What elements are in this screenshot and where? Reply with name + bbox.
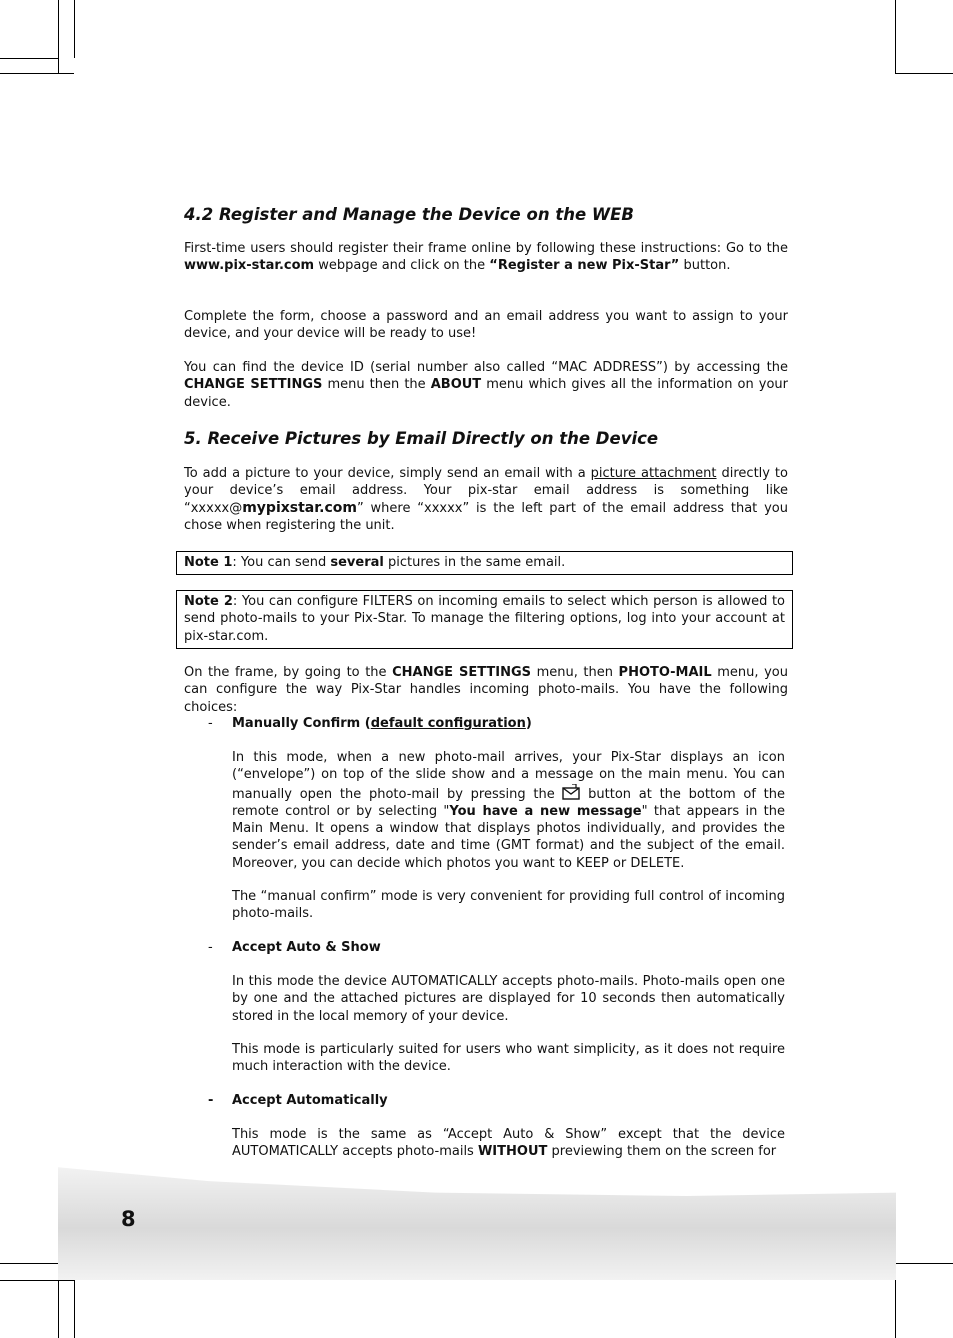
crop-mark [895,73,953,74]
text: You can find the device ID (serial number also called “MAC ADDRESS”) by accessing the [184,360,788,375]
crop-mark [58,0,59,74]
list-dash: - [208,940,213,955]
note-label: Note 1 [184,555,233,570]
list-dash: - [208,716,213,731]
option-title-accept-auto-show: Accept Auto & Show [232,940,381,955]
new-message-label: You have a new message [449,803,642,819]
paragraph-photo-mail-settings [184,664,788,716]
crop-mark [74,0,75,58]
text: menu, you can configure the way Pix-Star handles incoming photo-mails. You have the following choices: [184,665,788,715]
paragraph-send-picture [184,465,788,534]
menu-name: ABOUT [430,377,482,393]
paragraph-complete-form: Complete the form, choose a password and an email address you want to assign to your device, and your device will be ready to use! [184,309,788,342]
option-title-accept-automatically: Accept Automatically [232,1093,388,1108]
text: webpage and click on the [314,258,490,274]
list-dash: - [208,1093,214,1108]
section-heading-5: 5. Receive Pictures by Email Directly on the Device [184,429,659,448]
note-2-box [176,590,793,649]
menu-name: CHANGE SETTINGS [392,665,531,680]
email-domain: mypixstar.com [242,499,357,516]
footer-band [58,1165,896,1280]
crop-mark [0,58,58,59]
text: This mode is the same as “Accept Auto & Show” except that the device AUTOMATICALLY accepts photo-mails [232,1127,785,1160]
text: menu then the [322,377,431,393]
option-title-manually-confirm [232,715,532,732]
paragraph-accept-automatically [232,1126,785,1161]
text: previewing them on the screen for [547,1144,777,1160]
text: directly to your device’s email address. Your pix-star email address is something like “xxxxx@ [184,466,788,516]
crop-mark [0,73,74,74]
text: First-time users should register their frame online by following these instructions: Go to the [184,241,788,256]
text: Manually Confirm ( [232,716,371,731]
text: menu which gives all the information on your device. [184,377,789,410]
text: menu, then [531,665,619,680]
page-number: 8 [121,1207,136,1231]
text: : You can configure FILTERS on incoming emails to select which person is allowed to send photo-mails to your Pix-Star. To manage the filtering options, log into your account at pix-star.com. [184,594,785,644]
paragraph-device-id [184,359,788,411]
paragraph-auto-show-mode: In this mode the device AUTOMATICALLY accepts photo-mails. Photo-mails open one by one and the attached pictures are displayed for 10 seconds then automatically stored in the local memory of your device. [232,974,785,1024]
text-bold: WITHOUT [477,1144,548,1160]
crop-mark [895,0,896,74]
text: " that appears in the Main Menu. It opens a window that displays photos individually, and provides the sender’s email address, date and time (GMT format) and the subject of the email. Moreover, you can decide which photos you want to KEEP or DELETE. [232,803,785,871]
section-heading-4-2: 4.2 Register and Manage the Device on the WEB [184,205,634,224]
menu-name: CHANGE SETTINGS [184,377,323,393]
text: button. [679,258,731,274]
text: pictures in the same email. [383,555,566,570]
text: To add a picture to your device, simply send an email with a [184,466,591,481]
paragraph-manual-mode [232,749,785,872]
envelope-icon [562,784,580,798]
note-label: Note 2 [184,594,233,609]
text: button at the bottom of the remote control or by selecting " [232,786,786,819]
text-bold: several [330,555,384,570]
text: On the frame, by going to the [184,665,393,680]
text: ) [525,716,532,731]
text: : You can send [232,555,331,570]
note-1-box [176,551,793,575]
menu-name: PHOTO-MAIL [618,665,712,680]
text: In this mode, when a new photo-mail arrives, your Pix-Star displays an icon (“envelope”) on top of the slide show and a message on the main menu. You can manually open the photo-mail by pressing the [232,750,785,802]
paragraph-manual-convenient: The “manual confirm” mode is very convenient for providing full control of incoming photo-mails. [232,889,785,922]
crop-mark [0,1280,74,1281]
text: ” where “xxxxx” is the left part of the email address that you chose when registering the unit. [184,500,788,533]
picture-attachment-link: picture attachment [590,466,717,481]
crop-mark [74,1280,75,1338]
paragraph-auto-show-simplicity: This mode is particularly suited for users who want simplicity, as it does not require much interaction with the device. [232,1042,785,1075]
crop-mark [895,1263,953,1264]
default-configuration-text: default configuration [370,716,526,731]
register-button-label: “Register a new Pix-Star” [489,258,680,274]
website-url: www.pix-star.com [184,258,315,274]
paragraph-register [184,240,788,275]
crop-mark [0,1263,58,1264]
